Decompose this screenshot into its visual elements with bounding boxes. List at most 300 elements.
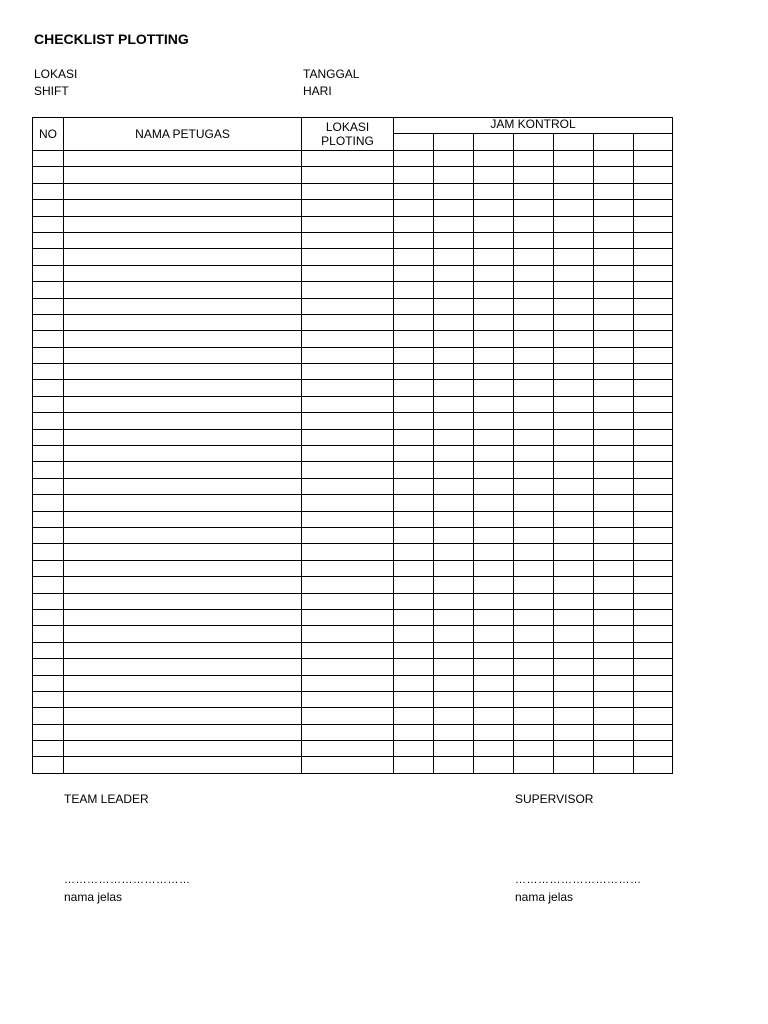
jam-kontrol-cell[interactable]	[394, 446, 434, 462]
lokasi-ploting-cell[interactable]	[302, 495, 394, 511]
jam-kontrol-cell[interactable]	[554, 642, 594, 658]
jam-kontrol-cell[interactable]	[434, 200, 474, 216]
jam-kontrol-cell[interactable]	[594, 757, 634, 773]
nama-petugas-cell[interactable]	[64, 757, 302, 773]
jam-kontrol-cell[interactable]	[514, 593, 554, 609]
nama-petugas-cell[interactable]	[64, 265, 302, 281]
jam-kontrol-cell[interactable]	[394, 577, 434, 593]
jam-kontrol-cell[interactable]	[394, 282, 434, 298]
lokasi-ploting-cell[interactable]	[302, 724, 394, 740]
nama-petugas-cell[interactable]	[64, 200, 302, 216]
nama-petugas-cell[interactable]	[64, 183, 302, 199]
jam-kontrol-cell[interactable]	[434, 298, 474, 314]
jam-kontrol-cell[interactable]	[594, 265, 634, 281]
jam-kontrol-cell[interactable]	[554, 757, 594, 773]
jam-kontrol-cell[interactable]	[434, 642, 474, 658]
nama-petugas-cell[interactable]	[64, 298, 302, 314]
nama-petugas-cell[interactable]	[64, 282, 302, 298]
no-cell[interactable]	[33, 609, 64, 625]
no-cell[interactable]	[33, 232, 64, 248]
jam-kontrol-cell[interactable]	[434, 347, 474, 363]
jam-kontrol-cell[interactable]	[554, 659, 594, 675]
jam-kontrol-cell[interactable]	[554, 265, 594, 281]
jam-kontrol-cell[interactable]	[474, 544, 514, 560]
no-cell[interactable]	[33, 151, 64, 167]
lokasi-ploting-cell[interactable]	[302, 183, 394, 199]
jam-kontrol-cell[interactable]	[634, 183, 673, 199]
jam-kontrol-cell[interactable]	[554, 446, 594, 462]
jam-kontrol-cell[interactable]	[434, 265, 474, 281]
nama-petugas-cell[interactable]	[64, 626, 302, 642]
jam-kontrol-cell[interactable]	[434, 757, 474, 773]
nama-petugas-cell[interactable]	[64, 708, 302, 724]
jam-kontrol-cell[interactable]	[514, 609, 554, 625]
jam-kontrol-cell[interactable]	[514, 265, 554, 281]
jam-kontrol-cell[interactable]	[394, 462, 434, 478]
lokasi-ploting-cell[interactable]	[302, 511, 394, 527]
jam-kontrol-cell[interactable]	[474, 265, 514, 281]
jam-kontrol-cell[interactable]	[514, 298, 554, 314]
lokasi-ploting-cell[interactable]	[302, 200, 394, 216]
jam-kontrol-cell[interactable]	[634, 626, 673, 642]
jam-kontrol-cell[interactable]	[394, 298, 434, 314]
jam-kontrol-cell[interactable]	[474, 462, 514, 478]
jam-kontrol-cell[interactable]	[474, 396, 514, 412]
jam-kontrol-cell[interactable]	[474, 429, 514, 445]
no-cell[interactable]	[33, 675, 64, 691]
jam-kontrol-cell[interactable]	[474, 527, 514, 543]
jam-kontrol-cell[interactable]	[514, 527, 554, 543]
jam-kontrol-cell[interactable]	[394, 560, 434, 576]
jam-kontrol-cell[interactable]	[634, 544, 673, 560]
jam-kontrol-cell[interactable]	[634, 151, 673, 167]
lokasi-ploting-cell[interactable]	[302, 364, 394, 380]
jam-kontrol-cell[interactable]	[514, 626, 554, 642]
jam-kontrol-cell[interactable]	[594, 167, 634, 183]
jam-kontrol-cell[interactable]	[554, 216, 594, 232]
jam-kontrol-cell[interactable]	[434, 626, 474, 642]
jam-kontrol-cell[interactable]	[554, 724, 594, 740]
nama-petugas-cell[interactable]	[64, 462, 302, 478]
jam-kontrol-cell[interactable]	[514, 249, 554, 265]
lokasi-ploting-cell[interactable]	[302, 396, 394, 412]
jam-kontrol-cell[interactable]	[394, 380, 434, 396]
jam-kontrol-cell[interactable]	[554, 511, 594, 527]
no-cell[interactable]	[33, 429, 64, 445]
jam-kontrol-cell[interactable]	[634, 282, 673, 298]
jam-kontrol-cell[interactable]	[434, 331, 474, 347]
nama-petugas-cell[interactable]	[64, 495, 302, 511]
jam-kontrol-cell[interactable]	[594, 216, 634, 232]
lokasi-ploting-cell[interactable]	[302, 478, 394, 494]
jam-kontrol-cell[interactable]	[594, 741, 634, 757]
jam-kontrol-cell[interactable]	[514, 724, 554, 740]
nama-petugas-cell[interactable]	[64, 446, 302, 462]
jam-kontrol-cell[interactable]	[434, 659, 474, 675]
no-cell[interactable]	[33, 511, 64, 527]
jam-kontrol-cell[interactable]	[634, 265, 673, 281]
nama-petugas-cell[interactable]	[64, 380, 302, 396]
jam-kontrol-cell[interactable]	[554, 151, 594, 167]
jam-kontrol-cell[interactable]	[434, 249, 474, 265]
jam-kontrol-cell[interactable]	[634, 331, 673, 347]
jam-kontrol-cell[interactable]	[634, 527, 673, 543]
nama-petugas-cell[interactable]	[64, 167, 302, 183]
no-cell[interactable]	[33, 216, 64, 232]
jam-kontrol-cell[interactable]	[474, 413, 514, 429]
jam-kontrol-cell[interactable]	[434, 446, 474, 462]
jam-kontrol-cell[interactable]	[594, 708, 634, 724]
jam-kontrol-cell[interactable]	[554, 249, 594, 265]
jam-kontrol-cell[interactable]	[634, 708, 673, 724]
no-cell[interactable]	[33, 626, 64, 642]
jam-kontrol-cell[interactable]	[434, 380, 474, 396]
jam-kontrol-cell[interactable]	[394, 413, 434, 429]
jam-kontrol-cell[interactable]	[594, 396, 634, 412]
lokasi-ploting-cell[interactable]	[302, 232, 394, 248]
jam-kontrol-cell[interactable]	[434, 282, 474, 298]
jam-kontrol-cell[interactable]	[634, 200, 673, 216]
jam-kontrol-cell[interactable]	[554, 200, 594, 216]
jam-kontrol-cell[interactable]	[434, 495, 474, 511]
jam-kontrol-cell[interactable]	[554, 527, 594, 543]
lokasi-ploting-cell[interactable]	[302, 429, 394, 445]
jam-kontrol-cell[interactable]	[634, 511, 673, 527]
nama-petugas-cell[interactable]	[64, 478, 302, 494]
jam-kontrol-cell[interactable]	[394, 659, 434, 675]
jam-kontrol-cell[interactable]	[474, 741, 514, 757]
jam-kontrol-cell[interactable]	[594, 446, 634, 462]
nama-petugas-cell[interactable]	[64, 216, 302, 232]
jam-kontrol-cell[interactable]	[514, 364, 554, 380]
jam-kontrol-cell[interactable]	[554, 741, 594, 757]
nama-petugas-cell[interactable]	[64, 232, 302, 248]
nama-petugas-cell[interactable]	[64, 691, 302, 707]
jam-kontrol-cell[interactable]	[394, 396, 434, 412]
jam-kontrol-cell[interactable]	[434, 527, 474, 543]
nama-petugas-cell[interactable]	[64, 724, 302, 740]
jam-kontrol-cell[interactable]	[594, 527, 634, 543]
lokasi-ploting-cell[interactable]	[302, 347, 394, 363]
jam-kontrol-cell[interactable]	[554, 167, 594, 183]
nama-petugas-cell[interactable]	[64, 560, 302, 576]
jam-kontrol-cell[interactable]	[434, 183, 474, 199]
no-cell[interactable]	[33, 544, 64, 560]
jam-kontrol-cell[interactable]	[594, 183, 634, 199]
jam-kontrol-cell[interactable]	[394, 642, 434, 658]
nama-petugas-cell[interactable]	[64, 577, 302, 593]
no-cell[interactable]	[33, 265, 64, 281]
jam-kontrol-cell[interactable]	[594, 659, 634, 675]
jam-kontrol-cell[interactable]	[474, 216, 514, 232]
jam-kontrol-cell[interactable]	[594, 675, 634, 691]
jam-kontrol-cell[interactable]	[634, 298, 673, 314]
no-cell[interactable]	[33, 183, 64, 199]
jam-kontrol-cell[interactable]	[434, 609, 474, 625]
jam-kontrol-cell[interactable]	[514, 183, 554, 199]
jam-kontrol-cell[interactable]	[474, 151, 514, 167]
jam-kontrol-cell[interactable]	[474, 331, 514, 347]
jam-kontrol-cell[interactable]	[554, 314, 594, 330]
jam-kontrol-cell[interactable]	[554, 413, 594, 429]
nama-petugas-cell[interactable]	[64, 396, 302, 412]
no-cell[interactable]	[33, 331, 64, 347]
jam-kontrol-cell[interactable]	[434, 708, 474, 724]
lokasi-ploting-cell[interactable]	[302, 741, 394, 757]
lokasi-ploting-cell[interactable]	[302, 265, 394, 281]
jam-kontrol-cell[interactable]	[394, 609, 434, 625]
jam-kontrol-cell[interactable]	[594, 314, 634, 330]
nama-petugas-cell[interactable]	[64, 544, 302, 560]
jam-kontrol-cell[interactable]	[554, 593, 594, 609]
no-cell[interactable]	[33, 167, 64, 183]
jam-kontrol-cell[interactable]	[514, 691, 554, 707]
no-cell[interactable]	[33, 462, 64, 478]
jam-kontrol-cell[interactable]	[514, 642, 554, 658]
nama-petugas-cell[interactable]	[64, 642, 302, 658]
jam-kontrol-cell[interactable]	[434, 462, 474, 478]
jam-kontrol-cell[interactable]	[434, 478, 474, 494]
lokasi-ploting-cell[interactable]	[302, 642, 394, 658]
jam-kontrol-cell[interactable]	[474, 593, 514, 609]
jam-kontrol-cell[interactable]	[634, 396, 673, 412]
jam-kontrol-cell[interactable]	[434, 429, 474, 445]
jam-kontrol-cell[interactable]	[514, 396, 554, 412]
jam-kontrol-cell[interactable]	[554, 331, 594, 347]
jam-kontrol-cell[interactable]	[634, 495, 673, 511]
jam-kontrol-cell[interactable]	[394, 741, 434, 757]
nama-petugas-cell[interactable]	[64, 331, 302, 347]
jam-kontrol-cell[interactable]	[514, 495, 554, 511]
jam-kontrol-cell[interactable]	[594, 560, 634, 576]
lokasi-ploting-cell[interactable]	[302, 298, 394, 314]
jam-kontrol-cell[interactable]	[514, 741, 554, 757]
jam-kontrol-cell[interactable]	[554, 232, 594, 248]
jam-kontrol-cell[interactable]	[554, 626, 594, 642]
jam-kontrol-cell[interactable]	[634, 609, 673, 625]
jam-kontrol-cell[interactable]	[594, 478, 634, 494]
lokasi-ploting-cell[interactable]	[302, 446, 394, 462]
jam-kontrol-cell[interactable]	[434, 232, 474, 248]
lokasi-ploting-cell[interactable]	[302, 560, 394, 576]
jam-kontrol-cell[interactable]	[634, 249, 673, 265]
jam-kontrol-cell[interactable]	[514, 478, 554, 494]
jam-kontrol-cell[interactable]	[554, 462, 594, 478]
jam-kontrol-cell[interactable]	[394, 151, 434, 167]
jam-kontrol-cell[interactable]	[394, 167, 434, 183]
jam-kontrol-cell[interactable]	[634, 741, 673, 757]
jam-kontrol-cell[interactable]	[634, 577, 673, 593]
jam-kontrol-cell[interactable]	[474, 511, 514, 527]
jam-kontrol-cell[interactable]	[594, 413, 634, 429]
jam-kontrol-cell[interactable]	[394, 478, 434, 494]
jam-kontrol-cell[interactable]	[594, 347, 634, 363]
jam-kontrol-cell[interactable]	[514, 675, 554, 691]
jam-kontrol-cell[interactable]	[474, 675, 514, 691]
jam-kontrol-cell[interactable]	[594, 609, 634, 625]
jam-kontrol-cell[interactable]	[394, 626, 434, 642]
lokasi-ploting-cell[interactable]	[302, 593, 394, 609]
jam-kontrol-cell[interactable]	[634, 560, 673, 576]
nama-petugas-cell[interactable]	[64, 151, 302, 167]
jam-kontrol-cell[interactable]	[554, 544, 594, 560]
jam-kontrol-cell[interactable]	[634, 167, 673, 183]
jam-kontrol-cell[interactable]	[594, 298, 634, 314]
jam-kontrol-cell[interactable]	[514, 151, 554, 167]
jam-kontrol-cell[interactable]	[634, 659, 673, 675]
jam-kontrol-cell[interactable]	[634, 413, 673, 429]
jam-kontrol-cell[interactable]	[394, 495, 434, 511]
jam-kontrol-cell[interactable]	[634, 462, 673, 478]
jam-kontrol-cell[interactable]	[594, 200, 634, 216]
jam-kontrol-cell[interactable]	[394, 265, 434, 281]
lokasi-ploting-cell[interactable]	[302, 167, 394, 183]
jam-kontrol-cell[interactable]	[474, 282, 514, 298]
jam-kontrol-cell[interactable]	[514, 560, 554, 576]
lokasi-ploting-cell[interactable]	[302, 659, 394, 675]
jam-kontrol-cell[interactable]	[554, 429, 594, 445]
jam-kontrol-cell[interactable]	[394, 331, 434, 347]
jam-kontrol-cell[interactable]	[514, 659, 554, 675]
no-cell[interactable]	[33, 691, 64, 707]
jam-kontrol-cell[interactable]	[634, 347, 673, 363]
jam-kontrol-cell[interactable]	[474, 626, 514, 642]
jam-kontrol-cell[interactable]	[514, 544, 554, 560]
jam-kontrol-cell[interactable]	[594, 724, 634, 740]
jam-kontrol-cell[interactable]	[514, 413, 554, 429]
jam-kontrol-cell[interactable]	[554, 282, 594, 298]
no-cell[interactable]	[33, 282, 64, 298]
nama-petugas-cell[interactable]	[64, 314, 302, 330]
jam-kontrol-cell[interactable]	[434, 396, 474, 412]
jam-kontrol-cell[interactable]	[394, 216, 434, 232]
jam-kontrol-cell[interactable]	[434, 675, 474, 691]
no-cell[interactable]	[33, 396, 64, 412]
jam-kontrol-cell[interactable]	[474, 298, 514, 314]
jam-kontrol-cell[interactable]	[394, 675, 434, 691]
nama-petugas-cell[interactable]	[64, 609, 302, 625]
jam-kontrol-cell[interactable]	[634, 675, 673, 691]
jam-kontrol-cell[interactable]	[594, 429, 634, 445]
jam-kontrol-cell[interactable]	[594, 232, 634, 248]
jam-kontrol-cell[interactable]	[394, 691, 434, 707]
jam-kontrol-cell[interactable]	[474, 249, 514, 265]
jam-kontrol-cell[interactable]	[474, 659, 514, 675]
jam-kontrol-cell[interactable]	[594, 462, 634, 478]
jam-kontrol-cell[interactable]	[594, 577, 634, 593]
jam-kontrol-cell[interactable]	[474, 200, 514, 216]
jam-kontrol-cell[interactable]	[634, 478, 673, 494]
jam-kontrol-cell[interactable]	[394, 593, 434, 609]
nama-petugas-cell[interactable]	[64, 249, 302, 265]
jam-kontrol-cell[interactable]	[474, 560, 514, 576]
jam-kontrol-cell[interactable]	[554, 298, 594, 314]
no-cell[interactable]	[33, 200, 64, 216]
lokasi-ploting-cell[interactable]	[302, 282, 394, 298]
jam-kontrol-cell[interactable]	[554, 495, 594, 511]
jam-kontrol-cell[interactable]	[394, 757, 434, 773]
no-cell[interactable]	[33, 413, 64, 429]
jam-kontrol-cell[interactable]	[434, 691, 474, 707]
jam-kontrol-cell[interactable]	[434, 544, 474, 560]
no-cell[interactable]	[33, 741, 64, 757]
jam-kontrol-cell[interactable]	[634, 446, 673, 462]
jam-kontrol-cell[interactable]	[394, 347, 434, 363]
no-cell[interactable]	[33, 347, 64, 363]
jam-kontrol-cell[interactable]	[514, 232, 554, 248]
lokasi-ploting-cell[interactable]	[302, 675, 394, 691]
jam-kontrol-cell[interactable]	[474, 364, 514, 380]
jam-kontrol-cell[interactable]	[594, 691, 634, 707]
no-cell[interactable]	[33, 659, 64, 675]
jam-kontrol-cell[interactable]	[474, 478, 514, 494]
nama-petugas-cell[interactable]	[64, 511, 302, 527]
nama-petugas-cell[interactable]	[64, 364, 302, 380]
lokasi-ploting-cell[interactable]	[302, 462, 394, 478]
no-cell[interactable]	[33, 298, 64, 314]
jam-kontrol-cell[interactable]	[474, 446, 514, 462]
jam-kontrol-cell[interactable]	[434, 724, 474, 740]
lokasi-ploting-cell[interactable]	[302, 331, 394, 347]
no-cell[interactable]	[33, 364, 64, 380]
jam-kontrol-cell[interactable]	[514, 380, 554, 396]
jam-kontrol-cell[interactable]	[554, 675, 594, 691]
jam-kontrol-cell[interactable]	[514, 314, 554, 330]
jam-kontrol-cell[interactable]	[394, 183, 434, 199]
lokasi-ploting-cell[interactable]	[302, 151, 394, 167]
jam-kontrol-cell[interactable]	[394, 708, 434, 724]
nama-petugas-cell[interactable]	[64, 659, 302, 675]
lokasi-ploting-cell[interactable]	[302, 216, 394, 232]
jam-kontrol-cell[interactable]	[594, 593, 634, 609]
no-cell[interactable]	[33, 757, 64, 773]
jam-kontrol-cell[interactable]	[514, 347, 554, 363]
nama-petugas-cell[interactable]	[64, 741, 302, 757]
jam-kontrol-cell[interactable]	[514, 757, 554, 773]
jam-kontrol-cell[interactable]	[434, 593, 474, 609]
nama-petugas-cell[interactable]	[64, 527, 302, 543]
nama-petugas-cell[interactable]	[64, 413, 302, 429]
nama-petugas-cell[interactable]	[64, 675, 302, 691]
jam-kontrol-cell[interactable]	[474, 167, 514, 183]
jam-kontrol-cell[interactable]	[594, 249, 634, 265]
no-cell[interactable]	[33, 527, 64, 543]
jam-kontrol-cell[interactable]	[394, 511, 434, 527]
jam-kontrol-cell[interactable]	[434, 577, 474, 593]
jam-kontrol-cell[interactable]	[594, 282, 634, 298]
no-cell[interactable]	[33, 593, 64, 609]
jam-kontrol-cell[interactable]	[514, 446, 554, 462]
nama-petugas-cell[interactable]	[64, 429, 302, 445]
no-cell[interactable]	[33, 495, 64, 511]
jam-kontrol-cell[interactable]	[514, 200, 554, 216]
jam-kontrol-cell[interactable]	[634, 724, 673, 740]
jam-kontrol-cell[interactable]	[514, 511, 554, 527]
jam-kontrol-cell[interactable]	[554, 560, 594, 576]
jam-kontrol-cell[interactable]	[634, 314, 673, 330]
lokasi-ploting-cell[interactable]	[302, 314, 394, 330]
jam-kontrol-cell[interactable]	[434, 216, 474, 232]
no-cell[interactable]	[33, 708, 64, 724]
jam-kontrol-cell[interactable]	[514, 282, 554, 298]
lokasi-ploting-cell[interactable]	[302, 691, 394, 707]
jam-kontrol-cell[interactable]	[514, 462, 554, 478]
jam-kontrol-cell[interactable]	[514, 577, 554, 593]
jam-kontrol-cell[interactable]	[474, 757, 514, 773]
jam-kontrol-cell[interactable]	[394, 724, 434, 740]
jam-kontrol-cell[interactable]	[514, 167, 554, 183]
lokasi-ploting-cell[interactable]	[302, 380, 394, 396]
